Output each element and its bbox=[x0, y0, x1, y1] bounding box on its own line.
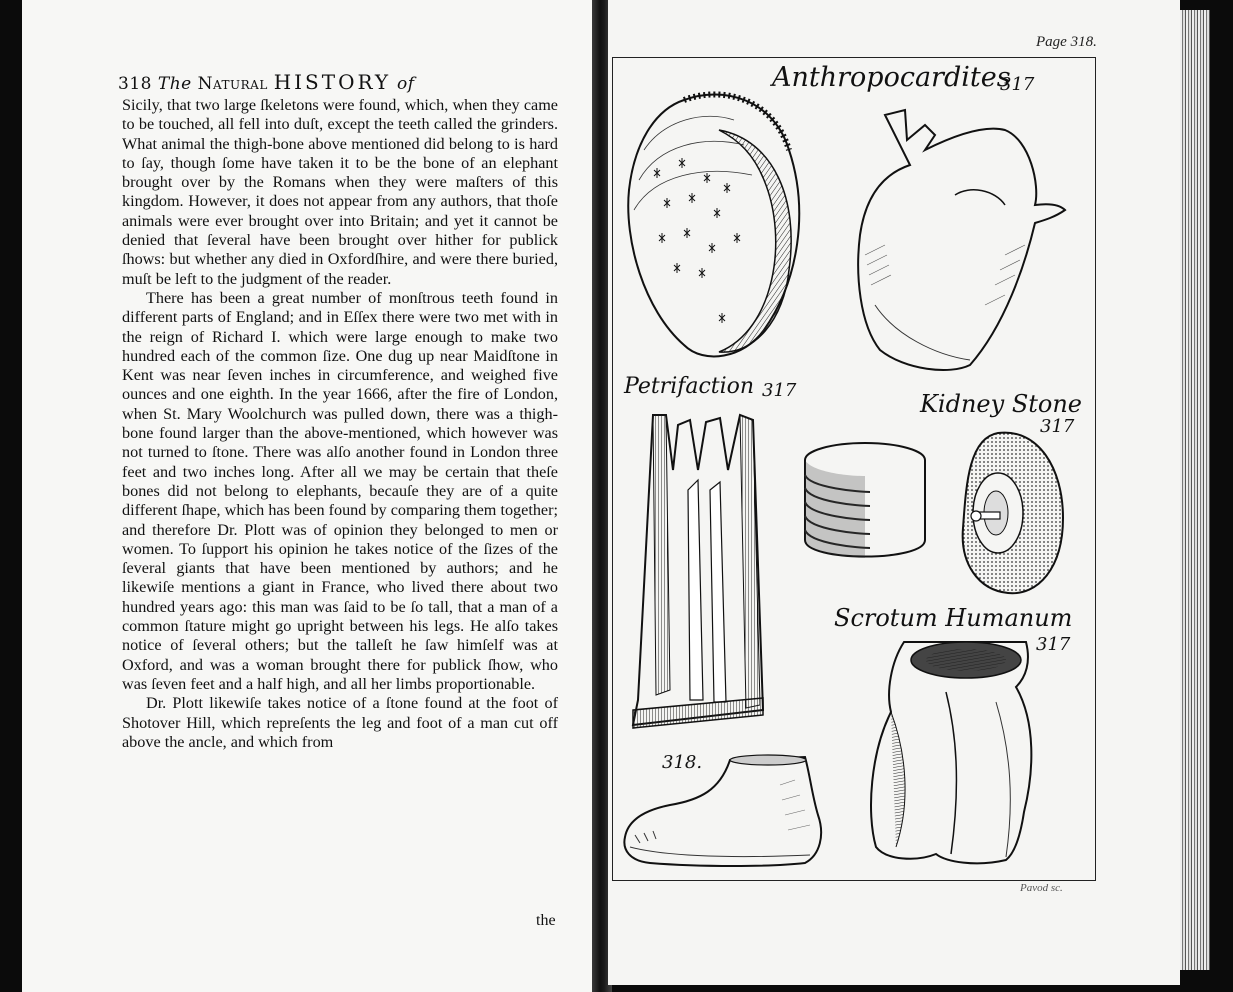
fossil-heart-stars-illustration bbox=[624, 90, 804, 370]
running-head-natural: Natural bbox=[197, 74, 268, 94]
background-edge bbox=[1210, 0, 1233, 992]
paragraph-2: There has been a great number of monſtrous teeth found in different parts of England; and in Eſſex there were two met with in the reign of Richard I. which were large enough to make two hundred each of the common ſize. One dug up near Maidſtone in Kent was near ſeven inches in circumference, and weighed five ounces and one eighth. In the year 1666, after the fire of London, when St. Mary Woolchurch was pulled down, there was a thigh-bone found larger than the above-mentioned, which however was not turned to ſtone. There was alſo another found in London three feet and two inches long. After all we may be certain that theſe bones did not belong to elephants, becauſe they are of a quite different ſhape, which has been found by comparing them together; and therefore Dr. Plott was of opinion they belonged to men or women. To ſupport his opinion he takes notice of the ſizes of the ſeveral giants that have been mentioned by authors; and he likewiſe mentions a giant in France, who lived there about two hundred years ago: this man was ſaid to be ſo tall, that a man of a common ſtature might go upright between his legs. He alſo takes notice of ſeveral others; but the talleſt he ſaw himſelf was at Oxford, and was a woman brought there for publick ſhow, who was ſeven feet and a half high, and all her limbs proportionable. bbox=[122, 288, 558, 693]
cylindrical-stone-illustration bbox=[800, 440, 930, 565]
caption-scrotum-number: 317 bbox=[1036, 634, 1071, 655]
caption-kidney-stone-number: 317 bbox=[1040, 416, 1075, 437]
engraver-signature: Pavod sc. bbox=[1020, 882, 1063, 894]
heart-stone-illustration bbox=[855, 105, 1075, 375]
petrifaction-illustration bbox=[628, 410, 768, 735]
plate-page-label: Page 318. bbox=[1036, 34, 1097, 50]
running-head-history: HISTORY bbox=[273, 70, 392, 94]
caption-petrifaction: Petrifaction bbox=[624, 374, 755, 399]
running-head bbox=[118, 70, 415, 94]
caption-anthropocardites-number: 317 bbox=[1000, 74, 1035, 95]
caption-scrotum-humanum: Scrotum Humanum bbox=[834, 604, 1073, 632]
running-head-the: The bbox=[157, 74, 192, 94]
scrotum-humanum-illustration bbox=[866, 632, 1036, 867]
running-head-of: of bbox=[397, 74, 415, 94]
kidney-stone-illustration bbox=[958, 428, 1068, 598]
paragraph-3: Dr. Plott likewiſe takes notice of a ſtone found at the foot of Shotover Hill, which repreſents the leg and foot of a man cut off above the ancle, and which from bbox=[122, 694, 558, 751]
caption-anthropocardites: Anthropocardites bbox=[772, 62, 1011, 93]
page-number: 318 bbox=[118, 74, 152, 94]
catchword: the bbox=[536, 912, 556, 929]
body-text bbox=[122, 96, 558, 752]
fossil-foot-illustration bbox=[620, 755, 840, 870]
page-edges bbox=[1180, 10, 1210, 970]
caption-kidney-stone: Kidney Stone bbox=[920, 390, 1083, 418]
paragraph-1: Sicily, that two large ſkeletons were found, which, when they came to be touched, all fell into duſt, except the teeth called the grinders. What animal the thigh-bone above mentioned did belong to is hard to ſay, though ſome have taken it to be the bone of an elephant brought over by the Romans when they were maſters of this kingdom. However, it does not appear from any authors, that thoſe animals were ever brought over into Britain; and yet it cannot be denied that ſeveral have been brought over hither for publick ſhows: but whether any died in Oxfordſhire, and were there buried, muſt be left to the judgment of the reader. bbox=[122, 96, 558, 288]
caption-petrifaction-number: 317 bbox=[762, 380, 797, 401]
caption-foot-number: 318. bbox=[662, 752, 703, 773]
